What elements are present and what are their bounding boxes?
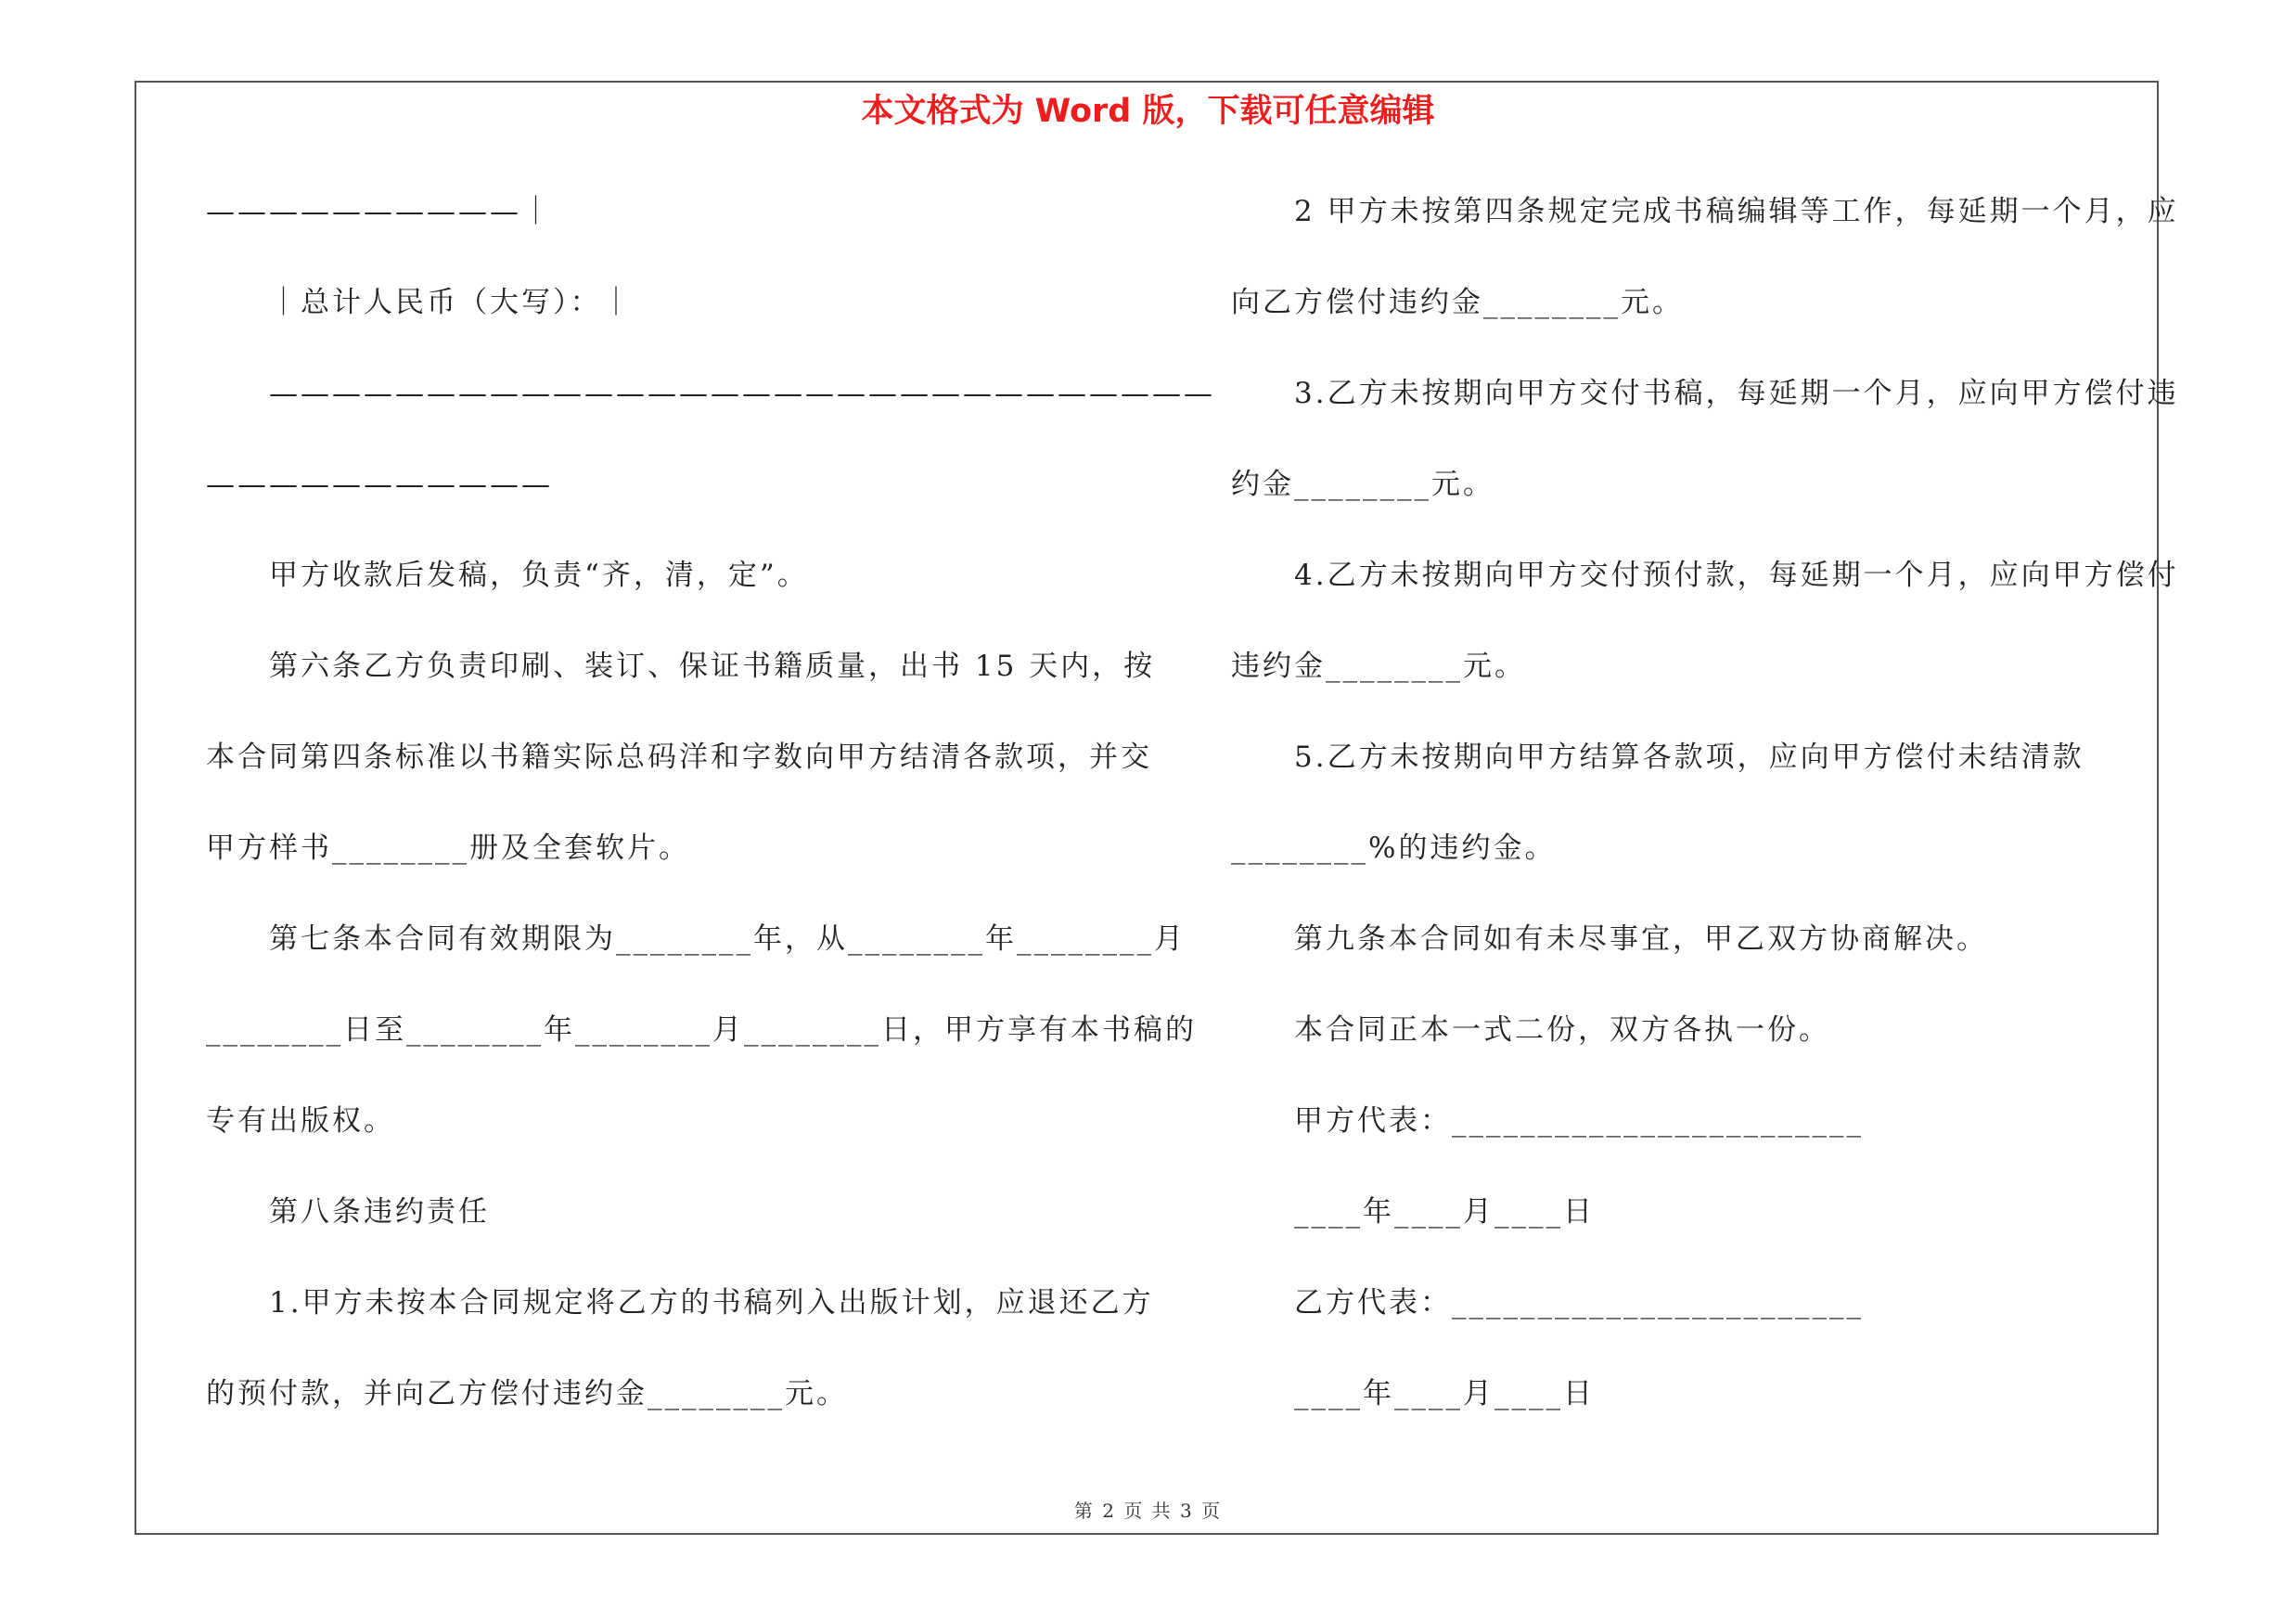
left-column — [206, 176, 1215, 1449]
clause-4-cont: 违约金________元。 — [1231, 650, 1526, 683]
article-9: 第九条本合同如有未尽事宜，甲乙双方协商解决。 — [1294, 922, 1988, 956]
article-7: 第七条本合同有效期限为________年，从________年________月 — [269, 922, 1186, 956]
party-b-representative: 乙方代表：________________________ — [1294, 1286, 1864, 1320]
format-banner: 本文格式为 Word 版，下载可任意编辑 — [861, 93, 1435, 130]
party-a-date: ____年____月____日 — [1294, 1195, 1595, 1229]
party-a-representative: 甲方代表：________________________ — [1294, 1104, 1864, 1138]
clause-3-cont: 约金________元。 — [1231, 468, 1494, 501]
article-8-heading: 第八条违约责任 — [269, 1195, 490, 1229]
copies-statement: 本合同正本一式二份，双方各执一份。 — [1294, 1013, 1830, 1047]
page-number: 第 2 页 共 3 页 — [1073, 1500, 1223, 1522]
clause-4: 4.乙方未按期向甲方交付预付款，每延期一个月，应向甲方偿付 — [1294, 559, 2179, 592]
party-b-date: ____年____月____日 — [1294, 1377, 1595, 1410]
clause-3: 3.乙方未按期向甲方交付书稿，每延期一个月，应向甲方偿付违 — [1294, 377, 2179, 410]
article-6-cont: 本合同第四条标准以书籍实际总码洋和字数向甲方结清各款项，并交 — [206, 741, 1152, 774]
article-6-cont: 甲方样书________册及全套软片。 — [206, 831, 690, 865]
article-7-cont: 专有出版权。 — [206, 1104, 395, 1138]
clause-5: 5.乙方未按期向甲方结算各款项，应向甲方偿付未结清款 — [1294, 741, 2084, 774]
paragraph: 甲方收款后发稿，负责“齐，清，定”。 — [269, 559, 809, 592]
total-rmb-label: ｜总计人民币（大写）：｜ — [269, 286, 634, 319]
clause-1-cont: 的预付款，并向乙方偿付违约金________元。 — [206, 1377, 848, 1410]
article-6: 第六条乙方负责印刷、装订、保证书籍质量，出书 15 天内，按 — [269, 650, 1156, 683]
article-7-cont: ________日至________年________月________日，甲方享有本书稿的 — [206, 1013, 1197, 1047]
right-column — [1231, 176, 2179, 1449]
clause-2: 2 甲方未按第四条规定完成书稿编辑等工作，每延期一个月，应 — [1294, 195, 2179, 228]
table-border-line: ——————————｜ — [206, 195, 553, 228]
clause-2-cont: 向乙方偿付违约金________元。 — [1231, 286, 1684, 319]
table-border-line: ——————————— — [206, 468, 553, 501]
clause-1: 1.甲方未按本合同规定将乙方的书稿列入出版计划，应退还乙方 — [269, 1286, 1154, 1320]
clause-5-cont: ________%的违约金。 — [1231, 831, 1557, 865]
table-border-line: —————————————————————————————— — [269, 377, 1215, 410]
